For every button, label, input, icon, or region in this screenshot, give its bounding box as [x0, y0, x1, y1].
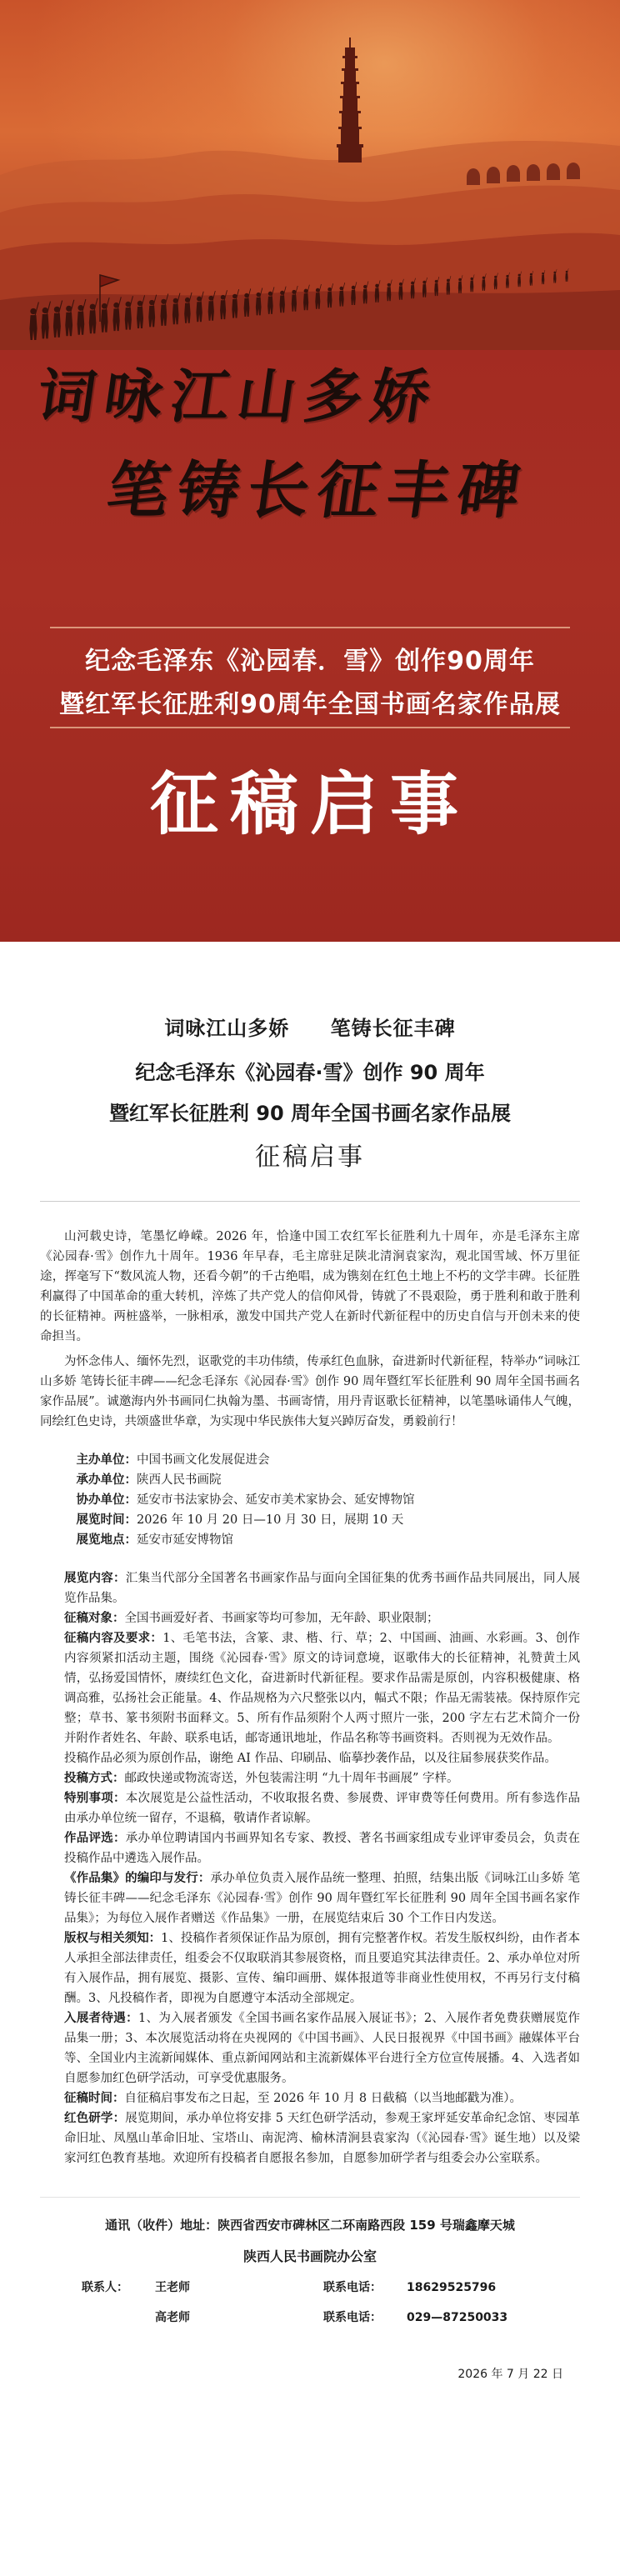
catalog-value: 承办单位负责入展作品统一整理、拍照，结集出版《词咏江山多娇 笔铸长征丰碑——纪念毛泽东《沁园春·雪》创作 90 周年暨红军长征胜利 90 周年全国书画名家作品集》；为每位入展作者赠送《作品集》一册，在展览结束后 30 个工作日内发送。: [64, 1872, 581, 1925]
poster-big-title: 征稿启事: [149, 765, 470, 844]
host-line: [40, 1450, 580, 1470]
red-tour-value: 展览期间，承办单位将安排 5 天红色研学活动，参观王家坪延安革命纪念馆、枣园革命旧址、凤凰山革命旧址、宝塔山、南泥湾、榆林清涧县袁家沟（《沁园春·雪》诞生地）以及梁家河红色教育基地。欢迎所有投稿者自愿报名参加，自愿参加研学者与组委会办公室联系。: [64, 2112, 581, 2165]
contact-person-label: 联系人：: [82, 2281, 128, 2294]
soldier-silhouette: [256, 288, 262, 315]
soldier-silhouette: [53, 300, 62, 337]
contact-person-1: [82, 2278, 323, 2295]
soldier-silhouette: [553, 269, 557, 283]
contact-phone-1: [323, 2278, 496, 2295]
soldier-silhouette: [494, 273, 498, 289]
co-organizer-line: [40, 1490, 580, 1510]
soldier-silhouette: [458, 275, 463, 293]
soldier-silhouette: [220, 290, 228, 319]
soldier-silhouette: [339, 283, 345, 307]
organizers-block: [40, 1450, 580, 1550]
soldier-silhouette: [530, 271, 534, 286]
slogan-part-a: 词咏江山多娇: [164, 1017, 290, 1040]
co-organizer-value: 延安市书法家协会、延安市美术家协会、延安博物馆: [137, 1493, 415, 1507]
soldier-silhouette: [172, 293, 181, 325]
soldier-silhouette: [518, 272, 522, 288]
exhibition-time-label: 展览时间：: [76, 1513, 137, 1527]
soldier-silhouette: [434, 277, 439, 296]
method-label: 投稿方式：: [64, 1771, 125, 1785]
poster-banner: [0, 0, 620, 942]
fee-value: 本次展览是公益性活动，不收取报名费、参展费、评审费等任何费用。所有参选作品由承办单位统一留存，不退稿，敬请作者谅解。: [64, 1792, 581, 1825]
organizer-line: [40, 1470, 580, 1490]
soldier-silhouette: [112, 297, 121, 331]
poster-divider-top: [50, 627, 570, 628]
targets-value: 全国书画爱好者、书画家等均可参加，无年龄、职业限制；: [124, 1612, 439, 1625]
venue-label: 展览地点：: [76, 1533, 137, 1547]
soldier-silhouette: [29, 302, 39, 340]
co-organizer-label: 协办单位：: [76, 1493, 137, 1507]
soldier-silhouette: [542, 270, 545, 284]
soldier-silhouette: [196, 292, 203, 323]
poster-divider-bottom: [50, 727, 570, 728]
deadline-value: 自征稿启事发布之日起，至 2026 年 10 月 8 日截稿（以当地邮戳为准）。: [124, 2092, 522, 2105]
requirements-line: [40, 1628, 580, 1748]
exhibition-time-value: 2026 年 10 月 20 日—10 月 30 日，展期 10 天: [137, 1513, 404, 1527]
soldier-silhouette: [565, 268, 568, 282]
review-value: 承办单位聘请国内书画界知名专家、教授、著名书画家组成专业评审委员会，负责在投稿作品中遴选入展作品。: [64, 1832, 581, 1865]
soldier-silhouette: [78, 299, 87, 335]
venue-line: [40, 1530, 580, 1550]
host-label: 主办单位：: [76, 1453, 137, 1467]
soldier-silhouette: [101, 298, 110, 333]
exhibition-time-line: [40, 1510, 580, 1530]
fee-label: 特别事项：: [64, 1791, 126, 1805]
theme-heading-line-2: 暨红军长征胜利 90 周年全国书画名家作品展: [108, 1102, 512, 1125]
fee-line: [40, 1788, 580, 1828]
organizer-value: 陕西人民书画院: [137, 1473, 222, 1487]
copyright-value: 1、投稿作者须保证作品为原创，拥有完整著作权。若发生版权纠纷，由作者本人承担全部法律责任，组委会不仅取联消其参展资格，而且要追究其法律责任。2、承办单位对所有入展作品，拥有展览、摄影、宣传、编印画册、媒体报道等非商业性使用权，不再另行支付稿酬。3、凡投稿作者，即视为自愿遵守本活动全部规定。: [64, 1932, 580, 2005]
content-label: 展览内容：: [64, 1571, 126, 1585]
soldier-silhouette: [447, 276, 452, 295]
contact-phone-label: 联系电话：: [323, 2311, 382, 2324]
pagoda-icon: [333, 38, 367, 163]
review-line: [40, 1828, 580, 1868]
calligraphy-line-2: 笔铸长征丰碑: [102, 455, 533, 527]
targets-line: [40, 1608, 580, 1628]
copyright-line: [40, 1928, 580, 2008]
benefits-label: 入展者待遇：: [64, 2011, 138, 2025]
catalog-label: 《作品集》的编印与发行：: [64, 1871, 211, 1885]
organizer-label: 承办单位：: [76, 1473, 137, 1487]
method-value: 邮政快递或物流寄送，外包装需注明 “九十周年书画展” 字样。: [124, 1772, 459, 1785]
mailing-address: [40, 2214, 580, 2236]
soldier-silhouette: [506, 273, 510, 288]
soldier-silhouette: [208, 291, 216, 321]
soldier-silhouette: [280, 287, 287, 313]
content-value: 汇集当代部分全国著名书画家作品与面向全国征集的优秀书画作品共同展出，同人展览作品集。: [64, 1572, 581, 1605]
details-block: [40, 1568, 580, 2168]
address-label: 通讯（收件）地址：: [105, 2218, 218, 2233]
contact-phone-label: 联系电话：: [323, 2281, 382, 2294]
red-tour-line: [40, 2108, 580, 2168]
contact-person-name: 高老师: [155, 2311, 190, 2324]
requirements-value: 1、毛笔书法，含篆、隶、楷、行、草；2、中国画、油画、水彩画。3、创作内容须紧扣活动主题，围绕《沁园春·雪》原文的诗词意境，讴歌伟大的长征精神，礼赞黄土风情，弘扬爱国情怀，赓续红色文化，奋进新时代新征程。要求作品需是原创，内容积极健康、格调高雅，弘扬社会正能量。4、作品规格为六尺整张以内，幅式不限；作品无需装裱。保持原作完整；草书、篆书须附书面释文。5、所有作品须附个人两寸照片一张，200 字左右艺术简介一份并附作者姓名、年龄、联系电话，邮寄通讯地址，作品名称等书画资料。否则视为无效作品。: [64, 1632, 580, 1745]
review-label: 作品评选：: [64, 1831, 126, 1845]
contact-row-1: [40, 2278, 580, 2295]
soldier-silhouette: [398, 279, 403, 300]
soldier-silhouette: [65, 300, 74, 337]
soldier-silhouette: [268, 287, 274, 314]
soldier-silhouette: [244, 288, 252, 317]
soldier-silhouette: [482, 273, 486, 291]
contact-phone-2: [323, 2308, 508, 2325]
contact-row-2: [40, 2308, 580, 2325]
document-title: 征稿启事: [255, 1143, 365, 1172]
poster-theme: [0, 640, 620, 720]
poster-theme-line-2: 暨红军长征胜利90周年全国书画名家作品展: [59, 690, 561, 719]
host-value: 中国书画文化发展促进会: [137, 1453, 270, 1467]
soldier-silhouette: [42, 302, 51, 339]
soldier-silhouette: [292, 286, 298, 312]
announcement-document: [0, 942, 620, 2415]
soldier-silhouette: [161, 293, 169, 326]
soldier-silhouette: [328, 283, 333, 308]
contact-person-name: 王老师: [155, 2281, 190, 2294]
soldier-silhouette: [137, 295, 145, 328]
deadline-line: [40, 2088, 580, 2108]
venue-value: 延安市延安博物馆: [137, 1533, 233, 1547]
slogan-part-b: 笔铸长征丰碑: [330, 1017, 456, 1040]
soldier-silhouette: [411, 278, 416, 299]
method-line: [40, 1768, 580, 1788]
soldier-silhouette: [315, 284, 322, 309]
heading-divider: [40, 1201, 580, 1202]
soldier-silhouette: [422, 278, 428, 298]
copyright-label: 版权与相关须知：: [64, 1931, 162, 1945]
poster-theme-line-1: 纪念毛泽东《沁园春．雪》创作90周年: [85, 647, 535, 676]
red-tour-label: 红色研学：: [64, 2111, 126, 2125]
soldier-silhouette: [351, 282, 357, 305]
marching-soldiers-illustration: [0, 242, 620, 350]
benefits-line: [40, 2008, 580, 2088]
intro-paragraph: 山河载史诗，笔墨忆峥嵘。2026 年，恰逢中国工农红军长征胜利九十周年，亦是毛泽东主席《沁园春·雪》创作九十周年。1936 年早春，毛主席驻足陕北清涧袁家沟，观北国雪域、怀万里征途，挥毫写下“数风流人物，还看今朝”的千古绝唱，成为镌刻在红色土地上不朽的文学丰碑。长征胜利赢得了中国革命的重大转机，淬炼了共产党人的信仰风骨，铸就了不畏艰险，勇于胜利和敢于胜利的长征精神。两桩盛举，一脉相承，激发中国共产党人在新时代新征程中的历史自信与开创未来的使命担当。: [40, 1230, 580, 1343]
content-line: [40, 1568, 580, 1608]
benefits-value: 1、为入展者颁发《全国书画名家作品展入展证书》；2、入展作者免费获赠展览作品集一册；3、本次展览活动将在央视网的《中国书画》、人民日报视界《中国书画》融媒体平台等、全国业内主流新闻媒体、重点新闻网站和主流新媒体平台进行全方位宣传展播。4、入选者如自愿参加红色研学活动，可享受优惠服务。: [64, 2012, 581, 2085]
contact-person-2: [82, 2308, 323, 2325]
soldier-silhouette: [303, 285, 310, 311]
theme-heading-line-1: 纪念毛泽东《沁园春·雪》创作 90 周年: [135, 1061, 485, 1084]
contact-block: [40, 2197, 580, 2325]
calligraphy-line-1: 词咏江山多娇: [32, 362, 443, 431]
deadline-label: 征稿时间：: [64, 2091, 125, 2105]
issue-date: 2026 年 7 月 22 日: [458, 2368, 563, 2381]
soldier-silhouette: [125, 296, 133, 330]
soldier-silhouette: [89, 298, 98, 334]
authenticity-line: 投稿作品必须为原创作品，谢绝 AI 作品、印刷品、临摹抄袭作品，以及往届参展获奖作品。: [64, 1752, 557, 1765]
office-name: 陕西人民书画院办公室: [242, 2248, 377, 2264]
soldier-silhouette: [387, 279, 392, 301]
soldier-silhouette: [232, 289, 239, 318]
slogan-heading: [40, 1012, 580, 1041]
catalog-line: [40, 1868, 580, 1928]
contact-phone-number: 18629525796: [407, 2281, 497, 2294]
targets-label: 征稿对象：: [64, 1611, 125, 1625]
intro-paragraph: 为怀念伟人、缅怀先烈，讴歌党的丰功伟绩，传承红色血脉，奋进新时代新征程，特举办“词咏江山多娇 笔铸长征丰碑——纪念毛泽东《沁园春·雪》创作 90 周年暨红军长征胜利 90 周年全国书画名家作品展”。诚邀海内外书画同仁执翰为墨、书画寄情，用丹青讴歌长征精神，以笔墨咏诵伟人气魄，同绘红色史诗，共颂盛世华章，为实现中华民族伟大复兴踔厉奋发，勇毅前行！: [40, 1355, 580, 1428]
soldier-silhouette: [184, 293, 192, 323]
contact-phone-number: 029—87250033: [407, 2311, 508, 2324]
address-value: 陕西省西安市碑林区二环南路西段 159 号瑞鑫摩天城: [218, 2218, 515, 2233]
soldier-silhouette: [470, 274, 474, 292]
soldier-silhouette: [362, 281, 368, 303]
soldier-silhouette: [148, 294, 157, 327]
requirements-label: 征稿内容及要求：: [64, 1631, 163, 1645]
soldier-silhouette: [375, 280, 381, 303]
